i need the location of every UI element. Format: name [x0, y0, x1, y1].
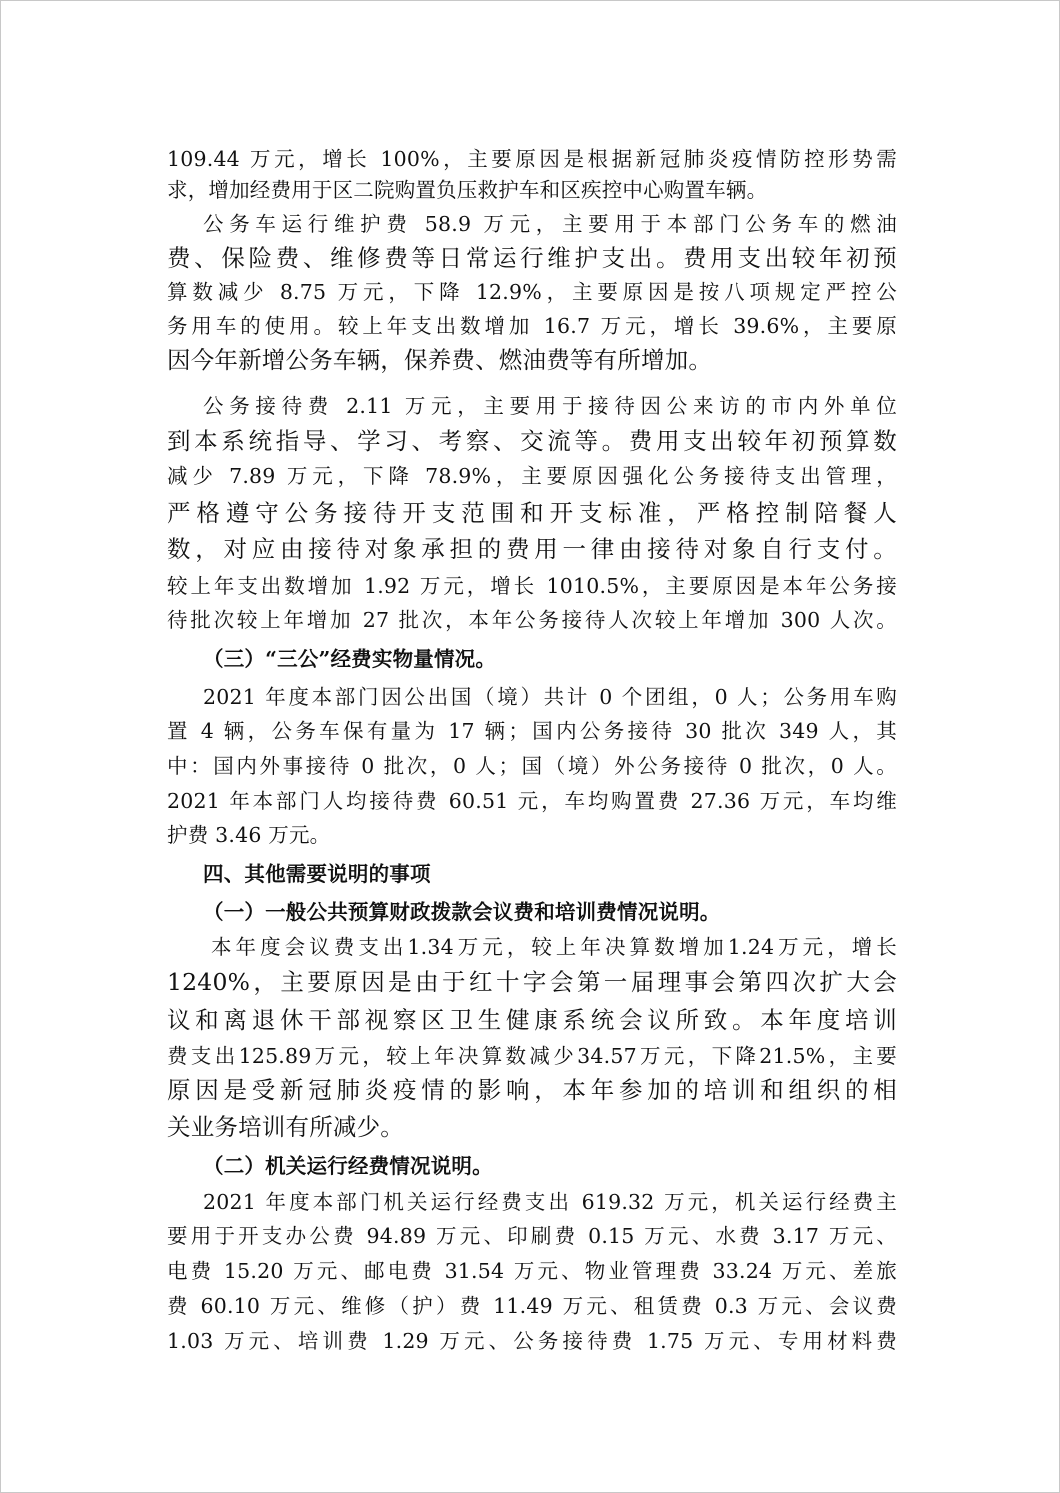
text-line: 要用于开支办公费 94.89 万元、印刷费 0.15 万元、水费 3.17 万元、: [167, 1224, 897, 1248]
section-heading: （一）一般公共预算财政拨款会议费和培训费情况说明。: [203, 900, 721, 924]
text-line: 置 4 辆，公务车保有量为 17 辆；国内公务接待 30 批次 349 人，其: [167, 719, 897, 743]
text-line: 严格遵守公务接待开支范围和开支标准，严格控制陪餐人: [167, 499, 897, 527]
text-line: 因今年新增公务车辆，保养费、燃油费等有所增加。: [167, 346, 713, 374]
section-heading: （二）机关运行经费情况说明。: [203, 1154, 493, 1178]
text-line: 2021 年度本部门机关运行经费支出 619.32 万元，机关运行经费主: [203, 1190, 897, 1214]
text-line: 待批次较上年增加 27 批次，本年公务接待人次较上年增加 300 人次。: [167, 608, 897, 632]
text-line: 1.03 万元、培训费 1.29 万元、公务接待费 1.75 万元、专用材料费: [167, 1329, 897, 1353]
text-line: 公务车运行维护费 58.9 万元，主要用于本部门公务车的燃油: [203, 212, 897, 236]
section-heading: （三）“三公”经费实物量情况。: [203, 647, 497, 671]
text-line: 2021 年度本部门因公出国（境）共计 0 个团组，0 人；公务用车购: [203, 685, 897, 709]
text-line: 本年度会议费支出1.34万元，较上年决算数增加1.24万元，增长: [211, 935, 897, 959]
text-line: 护费 3.46 万元。: [167, 823, 331, 847]
text-line: 公务接待费 2.11 万元，主要用于接待因公来访的市内外单位: [203, 394, 897, 418]
section-heading: 四、其他需要说明的事项: [203, 862, 431, 886]
text-line: 数，对应由接待对象承担的费用一律由接待对象自行支付。: [167, 535, 897, 563]
text-line: 算数减少 8.75 万元，下降 12.9%，主要原因是按八项规定严控公: [167, 280, 897, 304]
text-line: 较上年支出数增加 1.92 万元，增长 1010.5%，主要原因是本年公务接: [167, 574, 897, 598]
text-line: 关业务培训有所减少。: [167, 1113, 404, 1141]
text-line: 减少 7.89 万元，下降 78.9%，主要原因强化公务接待支出管理，: [167, 464, 897, 488]
text-line: 费、保险费、维修费等日常运行维护支出。费用支出较年初预: [167, 244, 897, 272]
text-line: 电费 15.20 万元、邮电费 31.54 万元、物业管理费 33.24 万元、差旅: [167, 1259, 897, 1283]
text-line: 务用车的使用。较上年支出数增加 16.7 万元，增长 39.6%，主要原: [167, 314, 897, 338]
text-line: 原因是受新冠肺炎疫情的影响，本年参加的培训和组织的相: [167, 1076, 897, 1104]
text-line: 1240%，主要原因是由于红十字会第一届理事会第四次扩大会: [167, 968, 897, 996]
text-line: 费 60.10 万元、维修（护）费 11.49 万元、租赁费 0.3 万元、会议费: [167, 1294, 897, 1318]
text-line: 109.44 万元，增长 100%，主要原因是根据新冠肺炎疫情防控形势需: [167, 147, 897, 171]
text-line: 中：国内外事接待 0 批次，0 人；国（境）外公务接待 0 批次，0 人。: [167, 754, 897, 778]
text-line: 费支出125.89万元，较上年决算数减少34.57万元，下降21.5%，主要: [167, 1044, 897, 1068]
text-line: 2021 年本部门人均接待费 60.51 元，车均购置费 27.36 万元，车均维: [167, 789, 897, 813]
text-line: 求，增加经费用于区二院购置负压救护车和区疾控中心购置车辆。: [167, 178, 768, 202]
text-line: 议和离退休干部视察区卫生健康系统会议所致。本年度培训: [167, 1006, 897, 1034]
text-line: 到本系统指导、学习、考察、交流等。费用支出较年初预算数: [167, 427, 897, 455]
